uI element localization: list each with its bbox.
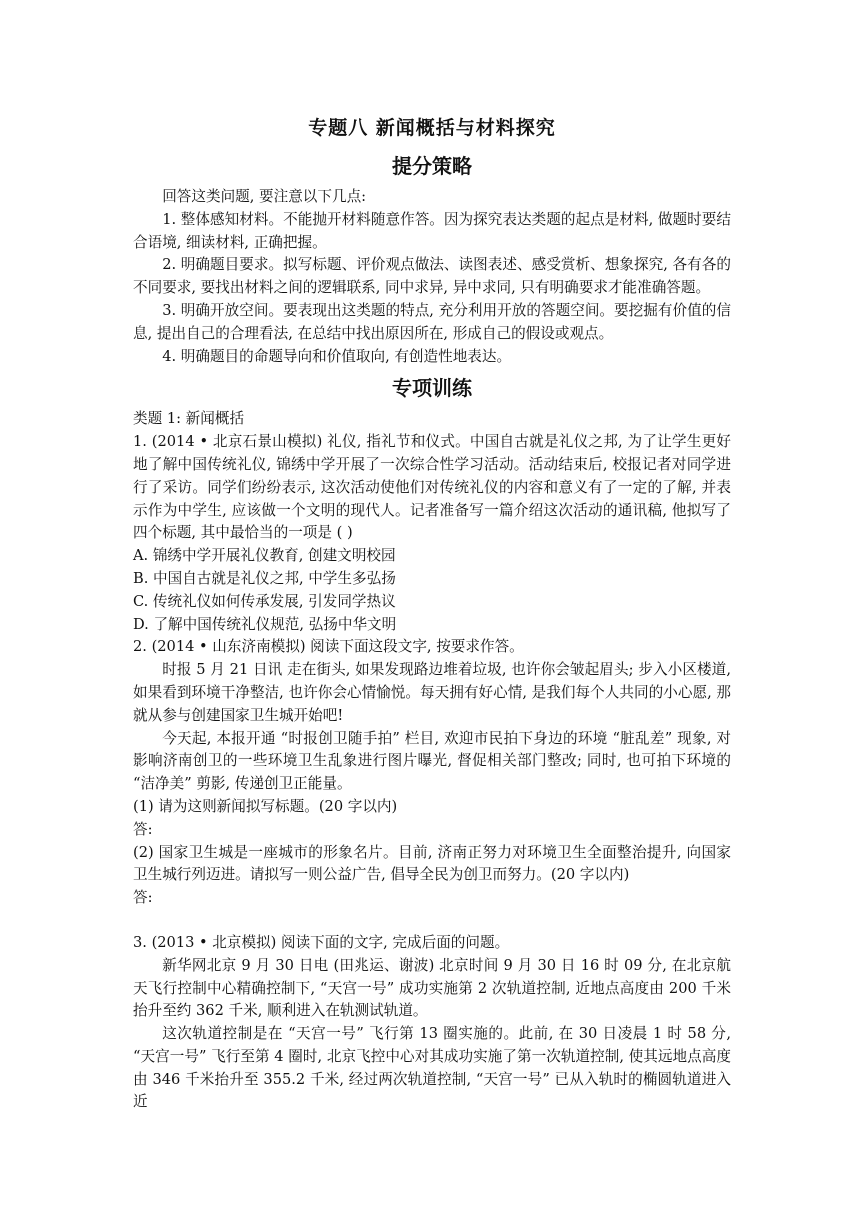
strategy-point-1: 1. 整体感知材料。不能抛开材料随意作答。因为探究表达类题的起点是材料, 做题时要结合语境, 细读材料, 正确把握。 [133, 210, 731, 251]
question-2-sub-1: (1) 请为这则新闻拟写标题。(20 字以内) [133, 797, 398, 815]
strategy-intro: 回答这类问题, 要注意以下几点: [162, 188, 367, 205]
question-1-stem: 1. (2014 • 北京石景山模拟) 礼仪, 指礼节和仪式。中国自古就是礼仪之邦, 为了让学生更好地了解中国传统礼仪, 锦绣中学开展了一次综合性学习活动。活动结束后, 校报记者对同学进行了采访。同学们纷纷表示, 这次活动使他们对传统礼仪的内容和意义有了一定的了解, 并表示作为中学生, 应该做一个文明的现代人。记者准备写一篇介绍这次活动的通讯稿, 他拟写了四个标题, 其中最恰当的一项是 ( ) [133, 433, 731, 542]
section-heading-strategy: 提分策略 [392, 154, 472, 178]
question-2-answer-1: 答: [133, 820, 153, 838]
section-heading-training: 专项训练 [392, 376, 472, 401]
question-3-passage-2: 这次轨道控制是在 “天宫一号” 飞行第 13 圈实施的。此前, 在 30 日凌晨 1 时 58 分, “天宫一号” 飞行至第 4 圈时, 北京飞控中心对其成功实施了第一次轨道控制, 使其远地点高度由 346 千米抬升至 355.2 千米, 经过两次轨道控制, “天宫一号” 已从入轨时的椭圆轨道进入近 [133, 1025, 731, 1111]
question-3-stem: 3. (2013 • 北京模拟) 阅读下面的文字, 完成后面的问题。 [133, 933, 510, 951]
question-1-option-d: D. 了解中国传统礼仪规范, 弘扬中华文明 [133, 615, 397, 633]
question-2-sub-2: (2) 国家卫生城是一座城市的形象名片。目前, 济南正努力对环境卫生全面整治提升, 向国家卫生城行列迈进。请拟写一则公益广告, 倡导全民为创卫而努力。(20 字以内) [133, 843, 731, 884]
question-1-option-c: C. 传统礼仪如何传承发展, 引发同学热议 [133, 592, 396, 610]
question-1-option-a: A. 锦绣中学开展礼仪教育, 创建文明校园 [133, 547, 396, 565]
question-2-passage-2: 今天起, 本报开通 “时报创卫随手拍” 栏目, 欢迎市民拍下身边的环境 “脏乱差” 现象, 对影响济南创卫的一些环境卫生乱象进行图片曝光, 督促相关部门整改; 同时, 也可拍下环境的 “洁净美” 剪影, 传递创卫正能量。 [133, 729, 731, 793]
question-1-option-b: B. 中国自古就是礼仪之邦, 中学生多弘扬 [133, 569, 396, 587]
document-title: 专题八 新闻概括与材料探究 [308, 117, 556, 139]
category-label: 类题 1: 新闻概括 [133, 410, 245, 428]
question-2-stem: 2. (2014 • 山东济南模拟) 阅读下面这段文字, 按要求作答。 [133, 638, 524, 656]
document-page [133, 110, 731, 1114]
question-2-passage-1: 时报 5 月 21 日讯 走在街头, 如果发现路边堆着垃圾, 也许你会皱起眉头; 步入小区楼道, 如果看到环境干净整洁, 也许你会心情愉悦。每天拥有好心情, 是我们每个人共同的小心愿, 那就从参与创建国家卫生城开始吧! [133, 661, 731, 724]
strategy-point-3: 3. 明确开放空间。要表现出这类题的特点, 充分利用开放的答题空间。要挖掘有价值的信息, 提出自己的合理看法, 在总结中找出原因所在, 形成自己的假设或观点。 [133, 301, 731, 342]
strategy-point-4: 4. 明确题目的命题导向和价值取向, 有创造性地表达。 [162, 347, 512, 365]
strategy-point-2: 2. 明确题目要求。拟写标题、评价观点做法、读图表述、感受赏析、想象探究, 各有各的不同要求, 要找出材料之间的逻辑联系, 同中求异, 异中求同, 只有明确要求才能准确答题。 [133, 256, 731, 297]
question-3-passage-1: 新华网北京 9 月 30 日电 (田兆运、谢波) 北京时间 9 月 30 日 16 时 09 分, 在北京航天飞行控制中心精确控制下, “天宫一号” 成功实施第 2 次轨道控制, 近地点高度由 200 千米抬升至约 362 千米, 顺利进入在轨测试轨道。 [133, 956, 731, 1020]
question-2-answer-2: 答: [133, 889, 153, 907]
